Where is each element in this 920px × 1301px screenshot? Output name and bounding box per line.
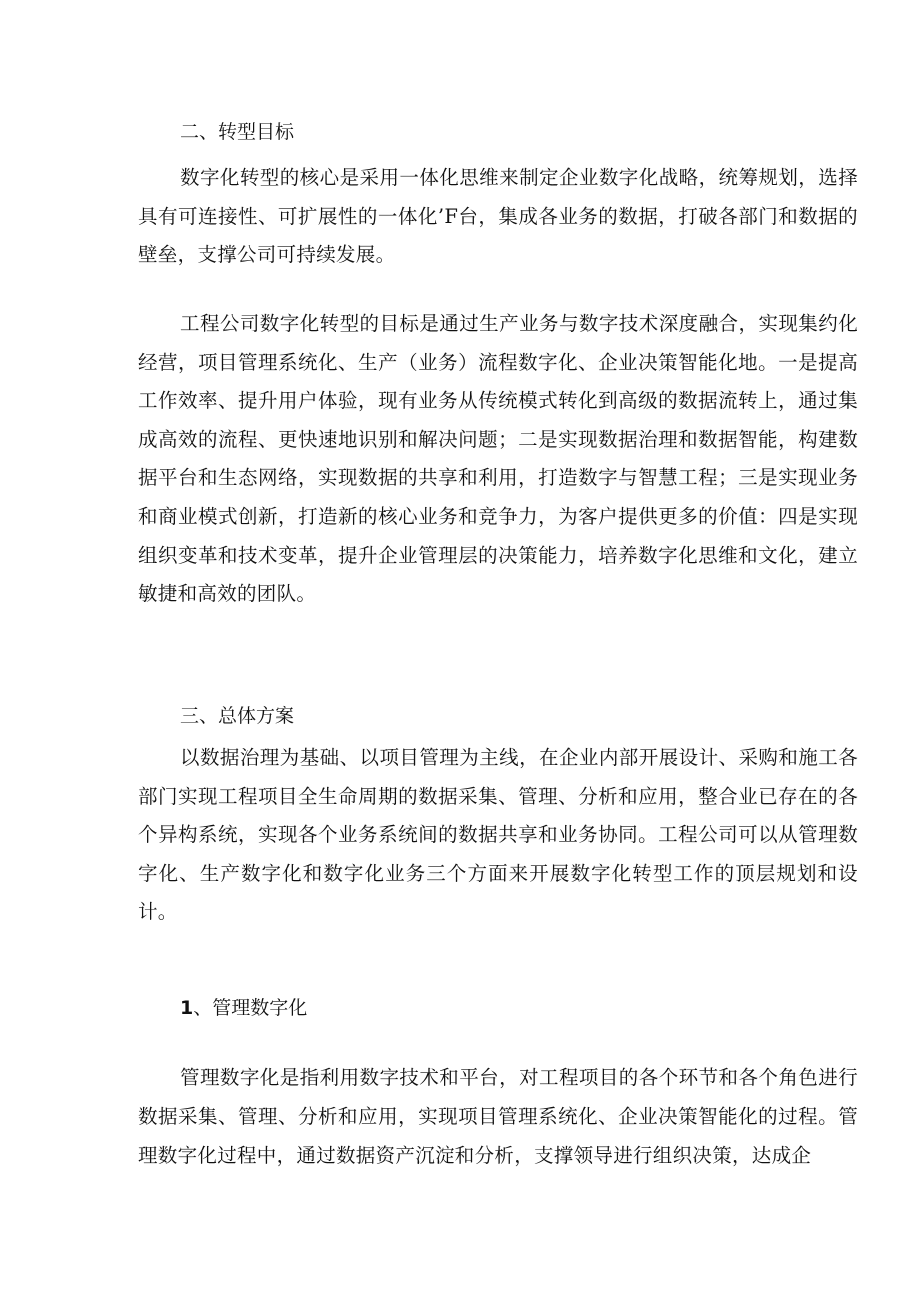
paragraph-plan-1: 以数据治理为基础、以项目管理为主线，在企业内部开展设计、采购和施工各部门实现工程项目全生命周期的数据采集、管理、分析和应用，整合业已存在的各个异构系统，实现各个业务系统间的数据共享和业务协同。工程公司可以从管理数字化、生产数字化和数字化业务三个方面来开展数字化转型工作的顶层规划和设计。	[138, 746, 858, 924]
paragraph-goal-2: 工程公司数字化转型的目标是通过生产业务与数字技术深度融合，实现集约化经营，项目管理系统化、生产（业务）流程数字化、企业决策智能化地。一是提高工作效率、提升用户体验，现有业务从传统模式转化到高级的数据流转上，通过集成高效的流程、更快速地识别和解决问题；二是实现数据治理和数据智能，构建数据平台和生态网络，实现数据的共享和利用，打造数字与智慧工程；三是实现业务和商业模式创新，打造新的核心业务和竞争力，为客户提供更多的价值：四是实现组织变革和技术变革，提升企业管理层的决策能力，培养数字化思维和文化，建立敏捷和高效的团队。	[138, 312, 858, 606]
paragraph-mgmt-1: 管理数字化是指利用数字技术和平台，对工程项目的各个环节和各个角色进行数据采集、管理、分析和应用，实现项目管理系统化、企业决策智能化的过程。管理数字化过程中，通过数据资产沉淀和分析，支撑领导进行组织决策，达成企	[138, 1066, 858, 1167]
subsection-heading-mgmt	[180, 996, 307, 1020]
subsection-title: 、管理数字化	[193, 997, 308, 1019]
section-heading-plan: 三、总体方案	[180, 705, 295, 727]
subsection-number: 1	[180, 997, 194, 1019]
paragraph-goal-1: 数字化转型的核心是采用一体化思维来制定企业数字化战略，统筹规划，选择具有可连接性、可扩展性的一体化’F台，集成各业务的数据，打破各部门和数据的壁垒，支撑公司可持续发展。	[138, 166, 858, 267]
section-heading-goal: 二、转型目标	[180, 121, 295, 143]
